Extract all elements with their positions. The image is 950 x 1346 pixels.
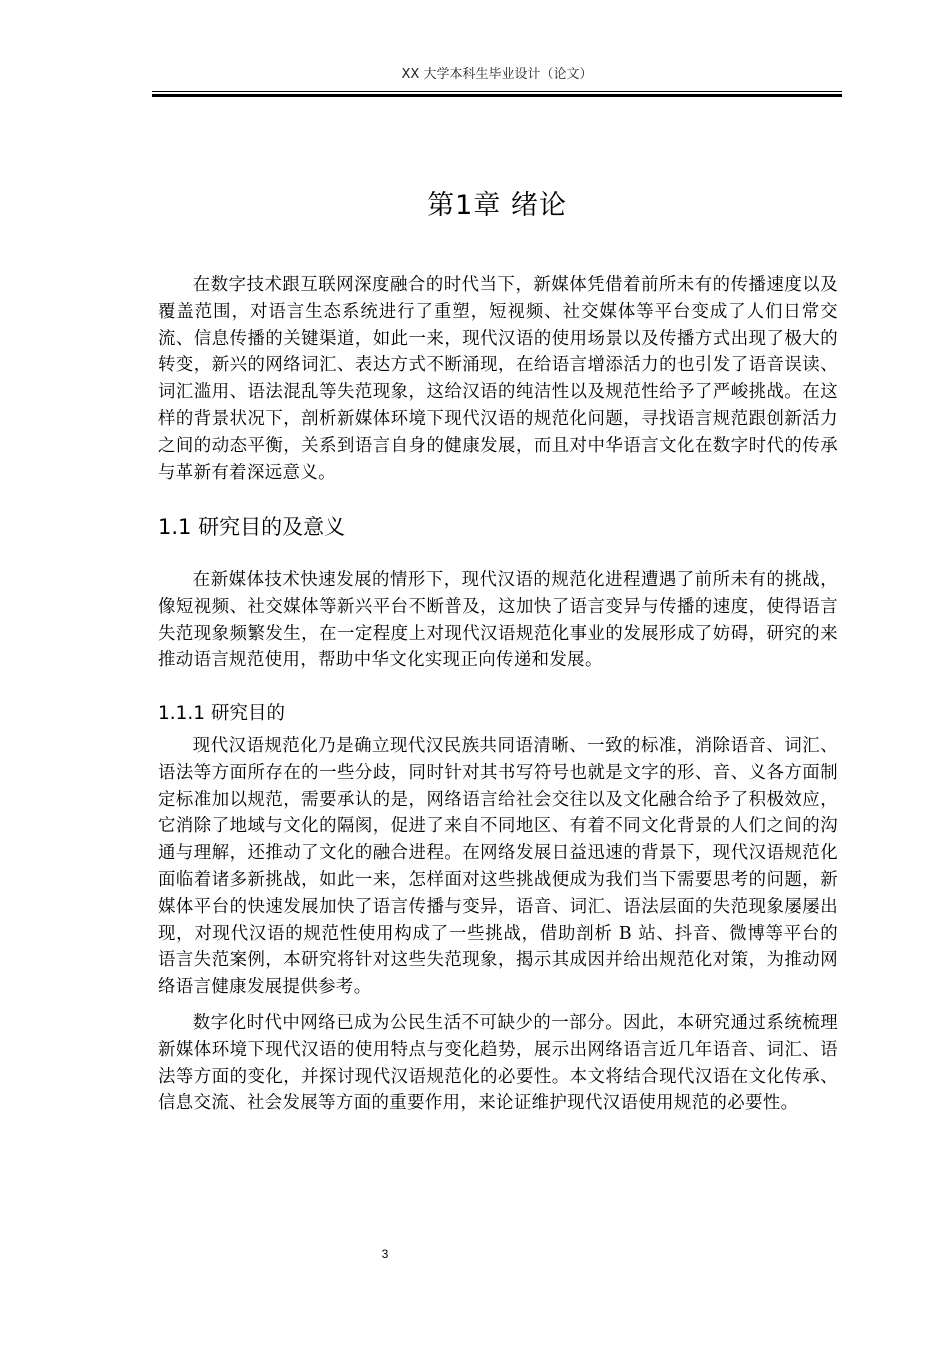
intro-paragraph: 在数字技术跟互联网深度融合的时代当下，新媒体凭借着前所未有的传播速度以及覆盖范围，对语言生态系统进行了重塑，短视频、社交媒体等平台变成了人们日常交流、信息传播的关键渠道，如此一来，现代汉语的使用场景以及传播方式出现了极大的转变，新兴的网络词汇、表达方式不断涌现，在给语言增添活力的也引发了语音误读、词汇滥用、语法混乱等失范现象，这给汉语的纯洁性以及规范性给予了严峻挑战。在这样的背景状况下，剖析新媒体环境下现代汉语的规范化问题，寻找语言规范跟创新活力之间的动态平衡，关系到语言自身的健康发展，而且对中华语言文化在数字时代的传承与革新有着深远意义。 [158,275,838,483]
chapter-title: 第1章 绪论 [427,190,567,221]
section-heading-1-1: 1.1 研究目的及意义 [158,515,346,539]
header-rule-thick [152,94,842,97]
section-1-1-1-paragraph-1: 现代汉语规范化乃是确立现代汉民族共同语清晰、一致的标准，消除语音、词汇、语法等方面所存在的一些分歧，同时针对其书写符号也就是文字的形、音、义各方面制定标准加以规范，需要承认的是，网络语言给社会交往以及文化融合给予了积极效应，它消除了地域与文化的隔阂，促进了来自不同地区、有着不同文化背景的人们之间的沟通与理解，还推动了文化的融合进程。在网络发展日益迅速的背景下，现代汉语规范化面临着诸多新挑战，如此一来，怎样面对这些挑战便成为我们当下需要思考的问题，新媒体平台的快速发展加快了语言传播与变异，语音、词汇、语法层面的失范现象屡屡出现，对现代汉语的规范性使用构成了一些挑战，借助剖析 B 站、抖音、微博等平台的语言失范案例，本研究将针对这些失范现象，揭示其成因并给出规范化对策，为推动网络语言健康发展提供参考。 [158,736,838,998]
running-header: XX 大学本科生毕业设计（论文） [401,67,593,82]
section-1-1-1-paragraph-2: 数字化时代中网络已成为公民生活不可缺少的一部分。因此，本研究通过系统梳理新媒体环境下现代汉语的使用特点与变化趋势，展示出网络语言近几年语音、词汇、语法等方面的变化，并探讨现代汉语规范化的必要性。本文将结合现代汉语在文化传承、信息交流、社会发展等方面的重要作用，来论证维护现代汉语使用规范的必要性。 [158,1013,838,1114]
section-1-1-paragraph: 在新媒体技术快速发展的情形下，现代汉语的规范化进程遭遇了前所未有的挑战，像短视频、社交媒体等新兴平台不断普及，这加快了语言变异与传播的速度，使得语言失范现象频繁发生，在一定程度上对现代汉语规范化事业的发展形成了妨碍，研究的来推动语言规范使用，帮助中华文化实现正向传递和发展。 [158,570,838,671]
header-rule-thin [152,91,842,92]
section-heading-1-1-1: 1.1.1 研究目的 [158,703,285,724]
page-number: 3 [381,1247,389,1261]
